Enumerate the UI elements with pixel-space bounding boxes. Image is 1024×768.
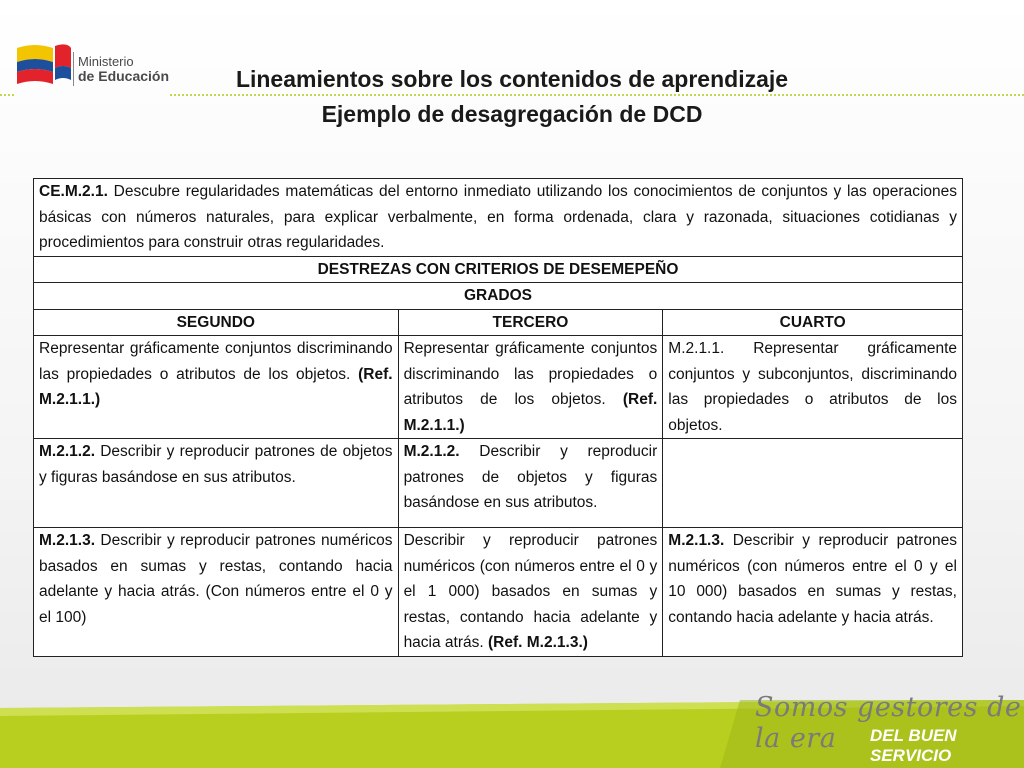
- table-heading: DESTREZAS CON CRITERIOS DE DESEMEPEÑO: [34, 256, 963, 283]
- table-cell: [398, 528, 663, 657]
- skill-code: M.2.1.2.: [39, 443, 95, 460]
- skill-text: Representar gráficamente conjuntos discriminando las propiedades o atributos de los objetos.: [39, 340, 393, 383]
- dcd-table: [33, 178, 963, 657]
- skill-code: M.2.1.3.: [39, 532, 95, 549]
- skill-text: Describir y reproducir patrones de objetos y figuras basándose en sus atributos.: [403, 443, 658, 511]
- table-cell: [34, 528, 399, 657]
- table-cell: [34, 439, 399, 528]
- skill-text: Representar gráficamente conjuntos discriminando las propiedades o atributos de los objetos.: [403, 340, 658, 408]
- table-row: [34, 528, 963, 657]
- ce-cell: [34, 179, 963, 257]
- skill-ref: (Ref. M.2.1.1.): [39, 365, 393, 408]
- header-divider: [170, 94, 1024, 96]
- table-cell: [398, 439, 663, 528]
- skill-ref: (Ref. M.2.1.3.): [488, 634, 588, 651]
- ce-row: [34, 179, 963, 257]
- table-cell: [34, 336, 399, 439]
- table-row: [34, 439, 963, 528]
- slogan-line1: Somos gestores de la era: [755, 692, 1022, 754]
- skill-text: Describir y reproducir patrones numéricos (con números entre el 0 y el 1 000) basados en sumas y restas, contando hacia adelante y hacia atrás.: [403, 532, 658, 651]
- table-row: [34, 336, 963, 439]
- column-header: TERCERO: [398, 309, 663, 336]
- page-subtitle: Ejemplo de desagregación de DCD: [321, 101, 703, 127]
- table-cell: [398, 336, 663, 439]
- table-cell: [663, 336, 963, 439]
- skill-text: Describir y reproducir patrones numéricos basados en sumas y restas, contando hacia adelante y hacia atrás. (Con números entre el 0 y el 100): [39, 532, 393, 626]
- skill-code: M.2.1.2.: [403, 443, 460, 460]
- logo-line1: Ministerio: [78, 54, 134, 69]
- skill-ref: (Ref. M.2.1.1.): [403, 391, 658, 434]
- skill-text: M.2.1.1. Representar gráficamente conjuntos y subconjuntos, discriminando las propiedades o atributos de los objetos.: [668, 340, 957, 434]
- slogan-line2: DEL BUEN SERVICIO: [870, 726, 957, 765]
- page-title: Lineamientos sobre los contenidos de aprendizaje: [235, 66, 789, 92]
- table-cell: [663, 439, 963, 528]
- grades-label: GRADOS: [34, 283, 963, 310]
- skill-text: Describir y reproducir patrones numéricos (con números entre el 0 y el 10 000) basados en sumas y restas, contando hacia adelante y hacia atrás.: [668, 532, 957, 626]
- column-header: CUARTO: [663, 309, 963, 336]
- heading-row: [34, 256, 963, 283]
- grades-row: [34, 283, 963, 310]
- ce-text: Descubre regularidades matemáticas del entorno inmediato utilizando los conocimientos de conjuntos y las operaciones básicas con números naturales, para explicar verbalmente, en forma ordenada, clara y razonada, situaciones cotidianas y procedimientos para construir otras regularidades.: [39, 183, 957, 251]
- skill-text: Describir y reproducir patrones de objetos y figuras basándose en sus atributos.: [39, 443, 393, 486]
- header-divider-left: [0, 94, 14, 96]
- column-header: SEGUNDO: [34, 309, 399, 336]
- column-header-row: [34, 309, 963, 336]
- logo-line2: de Educación: [78, 68, 170, 84]
- table-cell: [663, 528, 963, 657]
- skill-code: M.2.1.3.: [668, 532, 725, 549]
- ce-code: CE.M.2.1.: [39, 183, 108, 200]
